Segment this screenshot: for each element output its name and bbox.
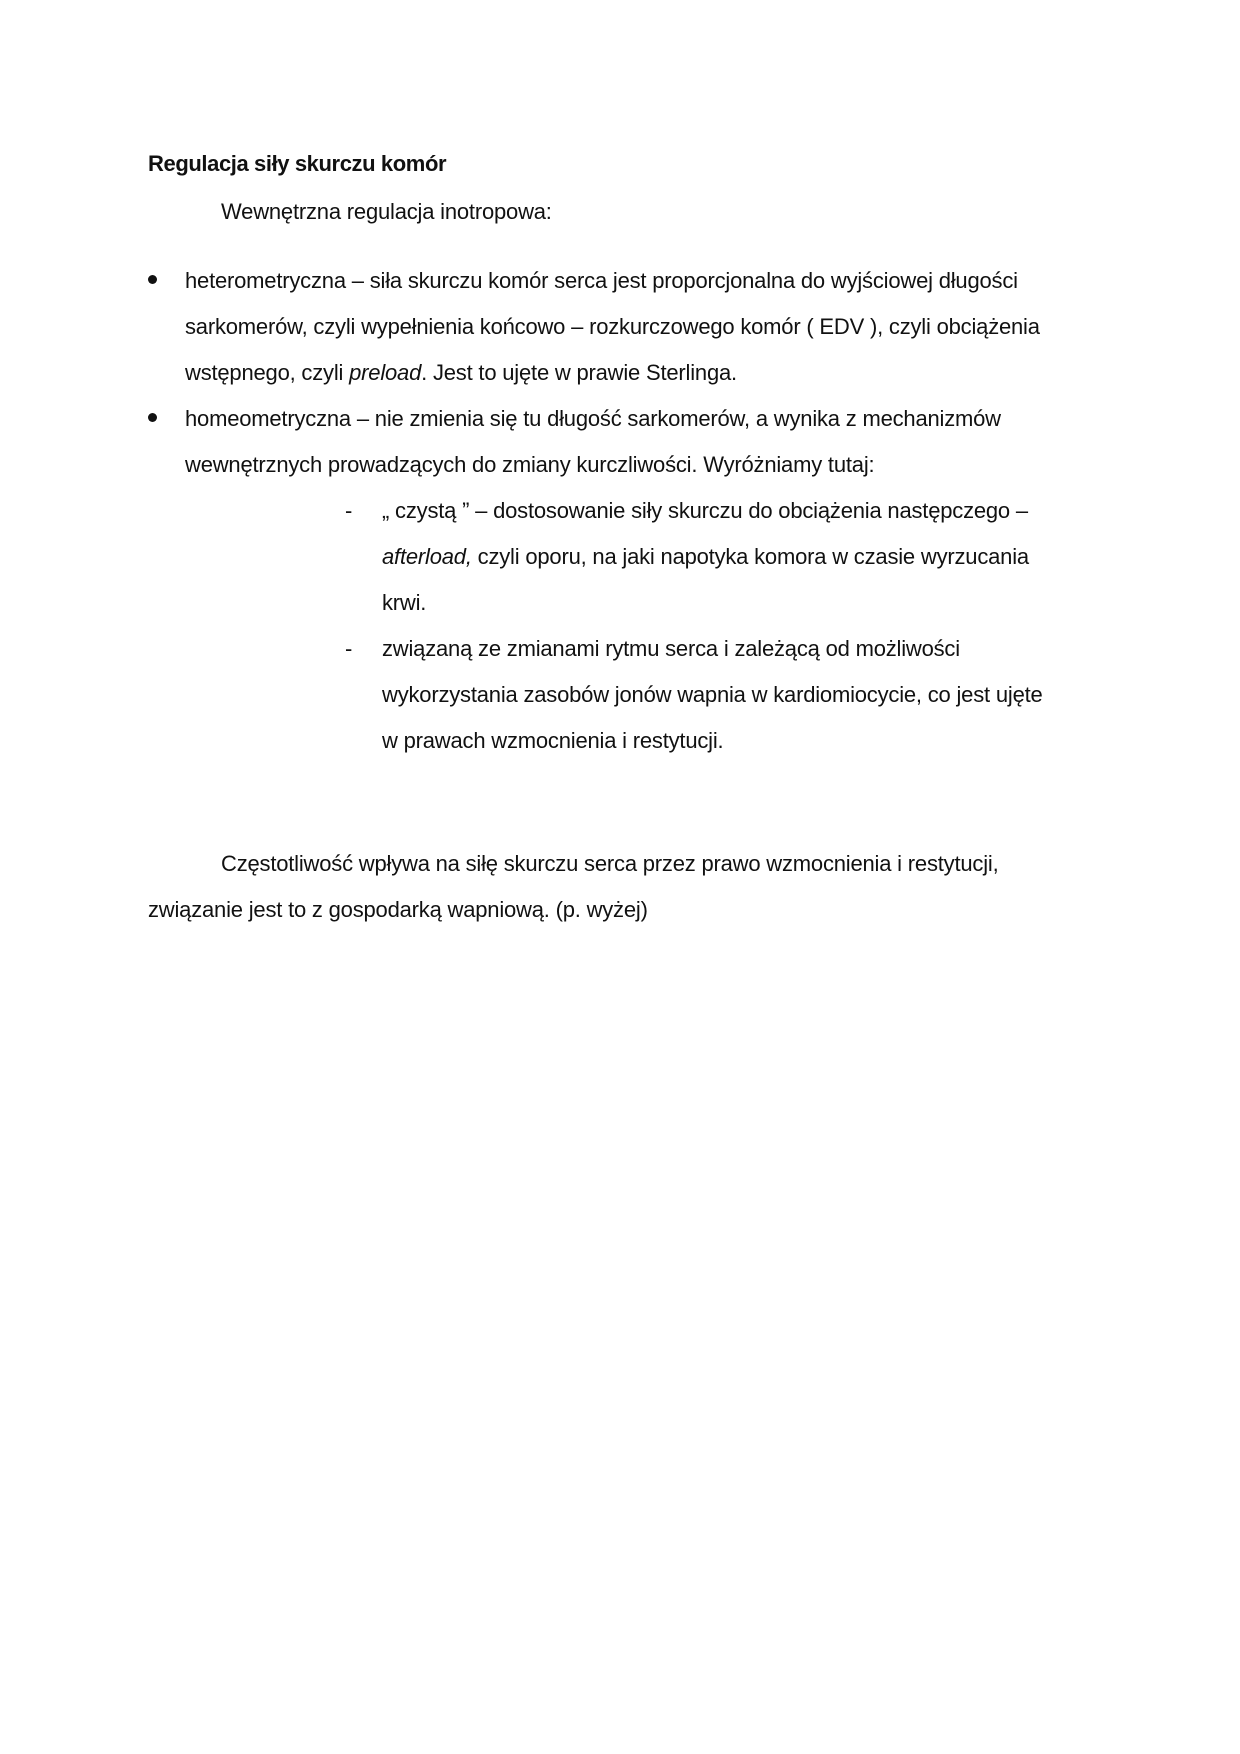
bullet-dot-icon xyxy=(148,275,157,284)
document-subtitle: Wewnętrzna regulacja inotropowa: xyxy=(221,199,552,224)
dash-mark: - xyxy=(345,498,353,523)
dash-list xyxy=(148,488,1052,764)
bullet-item-homeometric xyxy=(148,396,1108,488)
bullet-text-part: heterometryczna – siła skurczu komór serca jest proporcjonalna do wyjściowej długości sarkomerów, czyli wypełnienia końcowo – rozkurczowego komór ( EDV ), czyli obciążenia wstępnego, czyli xyxy=(185,268,1040,385)
document-body xyxy=(148,140,1108,933)
closing-paragraph: Częstotliwość wpływa na siłę skurczu serca przez prawo wzmocnienia i restytucji, związanie jest to z gospodarką wapniową. (p. wyżej) xyxy=(148,851,999,922)
dash-text: związaną ze zmianami rytmu serca i zależącą od możliwości wykorzystania zasobów jonów wapnia w kardiomiocycie, co jest ujęte w prawach wzmocnienia i restytucji. xyxy=(382,636,1043,753)
bullet-list xyxy=(148,258,1108,488)
bullet-italic-term: preload xyxy=(349,360,422,385)
document-title: Regulacja siły skurczu komór xyxy=(148,151,447,176)
dash-italic-term: afterload, xyxy=(382,544,472,569)
bullet-item-heterometric xyxy=(148,258,1108,396)
dash-text-part: czyli oporu, na jaki napotyka komora w czasie wyrzucania krwi. xyxy=(382,544,1029,615)
bullet-text: homeometryczna – nie zmienia się tu długość sarkomerów, a wynika z mechanizmów wewnętrznych prowadzących do zmiany kurczliwości. Wyróżniamy tutaj: xyxy=(185,406,1001,477)
bullet-text-part: . Jest to ujęte w prawie Sterlinga. xyxy=(421,360,737,385)
dash-item-pure xyxy=(345,488,1052,626)
dash-mark: - xyxy=(345,636,353,661)
dash-item-rhythm xyxy=(345,626,1052,764)
dash-text-part: „ czystą ” – dostosowanie siły skurczu do obciążenia następczego – xyxy=(382,498,1028,523)
bullet-dot-icon xyxy=(148,413,157,422)
